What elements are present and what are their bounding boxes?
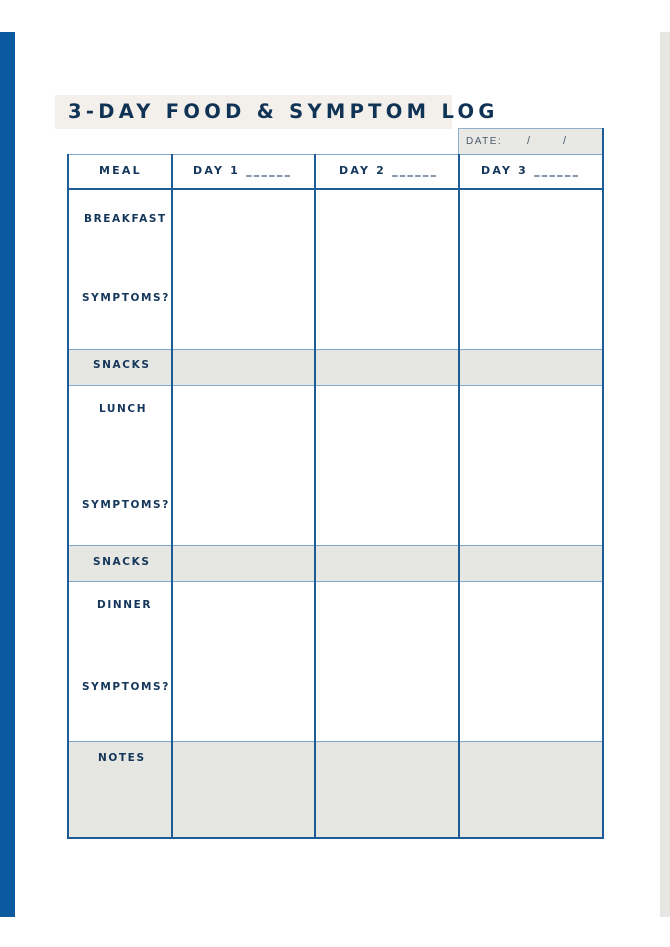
table-left-border	[67, 154, 69, 839]
header-divider	[68, 188, 603, 190]
breakfast-day1-cell[interactable]	[172, 190, 315, 349]
row-label-snacks: SNACKS	[93, 359, 151, 371]
row-label-symptoms: SYMPTOMS?	[82, 499, 170, 511]
lunch-day2-cell[interactable]	[316, 386, 459, 546]
header-day1: DAY 1 ______	[193, 164, 293, 177]
dinner-day1-cell[interactable]	[172, 582, 315, 742]
table-right-border	[602, 128, 604, 839]
row-divider	[68, 741, 603, 742]
header-meal: MEAL	[99, 164, 142, 177]
table-bottom-border	[67, 837, 604, 839]
row-label-snacks: SNACKS	[93, 556, 151, 568]
dinner-day2-cell[interactable]	[316, 582, 459, 742]
row-divider	[68, 385, 603, 386]
row-label-dinner: DINNER	[97, 599, 153, 611]
dinner-day3-cell[interactable]	[460, 582, 603, 742]
row-label-notes: NOTES	[98, 752, 146, 764]
row-divider	[68, 545, 603, 546]
row-divider	[68, 581, 603, 582]
header-day3: DAY 3 ______	[481, 164, 581, 177]
breakfast-day3-cell[interactable]	[460, 190, 603, 349]
table-top-border	[68, 154, 603, 155]
date-separator: /	[527, 135, 531, 147]
header-day2: DAY 2 ______	[339, 164, 439, 177]
row-label-breakfast: BREAKFAST	[84, 213, 167, 225]
lunch-day1-cell[interactable]	[172, 386, 315, 546]
page-title: 3-DAY FOOD & SYMPTOM LOG	[68, 100, 499, 123]
column-divider	[171, 154, 173, 839]
column-divider	[314, 154, 316, 839]
row-label-symptoms: SYMPTOMS?	[82, 681, 170, 693]
notes-row[interactable]	[68, 742, 603, 838]
row-divider	[68, 349, 603, 350]
row-label-symptoms: SYMPTOMS?	[82, 292, 170, 304]
lunch-day3-cell[interactable]	[460, 386, 603, 546]
breakfast-day2-cell[interactable]	[316, 190, 459, 349]
row-label-lunch: LUNCH	[99, 403, 148, 415]
column-divider	[458, 154, 460, 839]
date-label: DATE:	[466, 136, 503, 147]
date-separator: /	[563, 135, 567, 147]
